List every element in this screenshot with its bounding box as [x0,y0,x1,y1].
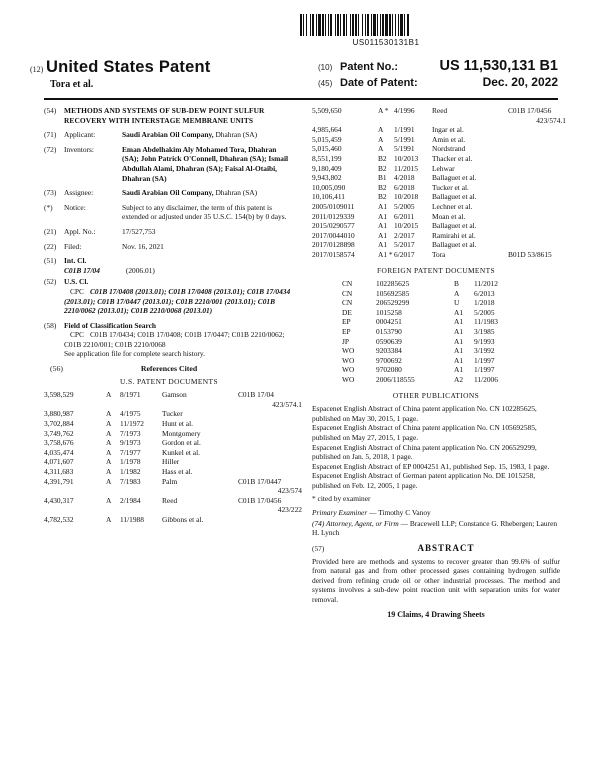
patent-cls [508,164,566,174]
foreign-c: CN [342,279,353,289]
patent-cls [508,173,566,183]
foreign-date: 6/2013 [474,288,495,298]
foreign-patent-row [312,346,560,356]
foreign-c: WO [342,355,355,365]
us-patent-row [44,448,294,458]
patent-cls: C01B 17/04 [238,390,274,400]
patent-no: 10,106,411 [312,192,345,202]
patent-no: 4,391,791 [44,476,74,486]
patent-no: 2011/0129339 [312,211,355,221]
foreign-patent-row [312,279,560,289]
patent-k: A [106,428,112,438]
us-patent-row [312,125,560,135]
patent-no: 4,071,607 [44,457,74,467]
foreign-k: A1 [454,317,464,327]
patent-name: Tora [432,249,446,259]
patent-cls: B01D 53/8615 [508,249,552,259]
patent-k: A [106,419,112,429]
us-patent-row-cont [44,486,302,496]
header-divider [44,98,558,100]
patent-k: A [378,144,384,154]
patent-cls [238,419,302,429]
us-patent-row [312,106,560,116]
patent-date: 5/1991 [394,144,415,154]
patent-number: US 11,530,131 B1 [439,58,558,74]
foreign-date: 3/1985 [474,327,495,337]
filed-date: Nov. 16, 2021 [122,241,164,251]
patent-k: B2 [378,153,387,163]
foreign-date: 11/2012 [474,279,498,289]
patent-name: Moan et al. [432,211,466,221]
publication-entry: Espacenet English Abstract of China patent application No. CN 102285625, published on May 30, 2015, 1 page. [312,404,537,423]
us-patent-row-cont [312,115,566,126]
foreign-c: JP [342,336,349,346]
patent-date: 7/1977 [120,447,141,457]
patent-no: 8,551,199 [312,153,342,163]
foreign-no: 9203384 [376,346,402,356]
foreign-no: 9702080 [376,365,402,375]
publication-entry: Espacenet English Abstract of China patent application No. CN 105692585, published on May 27, 2015, 1 page. [312,423,537,442]
foreign-patent-row [312,317,560,327]
patent-no: 9,943,802 [312,173,342,183]
patent-header-left [30,58,211,90]
patent-no: 5,015,459 [312,134,342,144]
us-patent-row [44,496,294,506]
patent-date: 4/2018 [394,173,415,183]
notice-text: Subject to any disclaimer, the term of this patent is extended or adjusted under 35 U.S.C. 154(b) by 0 days. [122,202,287,222]
foreign-c: WO [342,375,355,385]
spacer [120,400,160,410]
us-patent-row [44,390,294,400]
foreign-k: A1 [454,327,464,337]
patent-k: A1 [378,211,388,221]
patent-cls [238,429,302,439]
foreign-patent-row [312,375,560,385]
document-title: United States Patent [46,58,211,76]
patent-date: 1/1991 [394,125,415,135]
foreign-c: DE [342,307,352,317]
patent-cls: C01B 17/0447 [238,476,282,486]
us-patent-row-cont [44,505,302,515]
us-patent-row-cont [44,399,302,410]
patent-no: 3,598,529 [44,390,74,400]
cited-by-note: * cited by examiner [312,493,371,503]
patent-name: Reed [162,495,178,505]
patent-no: 10,005,090 [312,182,346,192]
patent-name: Ingar et al. [432,125,464,135]
applicant-field: (71) Applicant: Saudi Arabian Oil Company, Dhahran (SA) [44,130,258,140]
invention-title: METHODS AND SYSTEMS OF SUB-DEW POINT SULFUR RECOVERY WITH INTERSTAGE MEMBRANE UNITS [64,106,265,125]
foreign-c: CN [342,288,353,298]
field-search-text: C01B 17/0434; C01B 17/0408; C01B 17/0447; C01B 2210/0062; C01B 2210/001; C01B 2210/0068 [64,330,285,349]
foreign-k: A1 [454,355,464,365]
abstract-text: Provided here are methods and systems to recover greater than 99.6% of sulfur from natural gas and from other processed gases containing hydrogen sulfide derived from refining crude oil or other industrial processes. The method and systems involves a sub-dew point reaction unit with separation units for water removal. [312,556,560,604]
publication-entry: Espacenet English Abstract of German patent application No. DE 1015258, published on Feb. 12, 2005, 1 page. [312,471,536,490]
patent-header-right [318,58,558,89]
patent-date: 4/1996 [394,106,415,115]
spacer [378,116,392,126]
references-title: (56) References Cited [50,364,198,374]
patent-date: 11/1988 [120,514,144,524]
patent-cls2: 423/574 [277,486,302,496]
patent-date: 9/1973 [120,438,141,448]
patent-name: Hunt et al. [162,419,193,429]
patent-name: Palm [162,476,178,486]
patent-cls [508,231,566,241]
patent-cls: C01B 17/0456 [508,106,552,115]
us-patent-row [312,192,560,202]
other-publications-list [312,404,560,490]
patent-date: 6/2011 [394,211,415,221]
us-patent-row [44,429,294,439]
patent-k: A1 [378,240,388,250]
patent-cls [238,457,302,467]
us-patent-row [312,202,560,212]
patent-no: 4,430,317 [44,495,74,505]
patent-number-row [318,58,558,74]
patent-name: Ballaguet et al. [432,173,477,183]
patent-name: Ramirahi et al. [432,230,476,240]
foreign-patent-row [312,365,560,375]
patent-no: 3,880,987 [44,409,74,419]
assignee-field: (73) Assignee: Saudi Arabian Oil Company, Dhahran (SA) [44,188,258,198]
patent-cls2: 423/574.1 [536,115,566,125]
spacer [162,505,236,515]
patent-k: B2 [378,192,387,202]
patent-k: A [106,438,112,448]
foreign-no: 0153790 [376,327,402,337]
patent-no: 2005/0109011 [312,201,355,211]
spacer [120,486,160,496]
patent-date: 1/1978 [120,457,141,467]
patent-cls [508,202,566,212]
patent-no: 4,985,664 [312,125,342,135]
patent-k: A [106,409,112,419]
foreign-no: 1015258 [376,307,402,317]
patent-k: A * [378,106,389,115]
patent-no: 9,180,409 [312,163,342,173]
foreign-k: A1 [454,346,464,356]
us-patent-row [44,477,294,487]
patent-cls: C01B 17/0456 [238,495,282,505]
left-column [44,106,302,525]
int-cl-class: C01B 17/04 [64,265,100,275]
application-number: 17/527,753 [122,226,156,236]
foreign-k: A1 [454,307,464,317]
filed-field: (22) Filed: Nov. 16, 2021 [44,242,294,252]
us-patent-row [312,173,560,183]
barcode-number: US011530131B1 [352,38,420,47]
foreign-date: 11/2006 [474,375,498,385]
patent-name: Amin et al. [432,134,466,144]
foreign-k: B [454,279,459,289]
patent-date: 7/1973 [120,428,141,438]
patent-k: A [106,467,112,476]
patent-k: A [106,447,112,457]
patent-no: 5,509,650 [312,106,342,115]
field-search: (58) Field of Classification Search CPC C01B 17/0434; C01B 17/0408; C01B 17/0447; C01B 2210/0062; C01B 2210/001; C01B 2210/0068 See application file for complete search history. [44,320,285,359]
spacer [312,116,376,126]
foreign-patent-row [312,337,560,347]
us-patent-docs-title: U.S. PATENT DOCUMENTS [120,376,218,386]
us-patent-row [44,438,294,448]
patent-no: 2015/0290577 [312,221,355,231]
patent-cls [508,135,566,145]
patent-number-label: Patent No.: [340,61,399,73]
attorney: (74) Attorney, Agent, or Firm — Bracewell LLP; Constance G. Rhebergen; Lauren H. Lynch [312,518,558,538]
patent-cls [508,144,566,154]
patent-k: A1 [378,221,388,231]
patent-name: Hass et al. [162,467,193,476]
patent-k: A [378,134,384,144]
foreign-date: 1/2018 [474,298,495,308]
field-search-note: See application file for complete search history. [64,349,205,359]
foreign-date: 1/1997 [474,365,495,375]
us-patent-row [44,419,294,429]
patent-k: A [378,125,384,135]
patent-name: Montgomery [162,428,201,438]
patent-cls [508,154,566,164]
foreign-c: WO [342,365,355,375]
publication-entry: Espacenet English Abstract of EP 0004251 A1, published Sep. 15, 1983, 1 page. [312,461,550,471]
foreign-date: 3/1992 [474,346,495,356]
us-cl-text: C01B 17/0408 (2013.01); C01B 17/0408 (2013.01); C01B 17/0434 (2013.01); C01B 17/0447 (2013.01); C01B 2210/001 (2013.01); C01B 2210/0062 (2013.01); C01B 2210/0068 (2013.01) [64,286,291,316]
appl-no-field: (21) Appl. No.: 17/527,753 [44,227,294,237]
code-10: (10) [318,63,333,72]
barcode [300,14,470,36]
us-patent-row [44,457,294,467]
patent-no: 2017/0128898 [312,240,355,250]
foreign-patent-list [312,279,560,385]
patent-name: Hiller [162,457,180,467]
patent-date: 8/1971 [120,390,141,400]
spacer [44,505,104,515]
us-patent-row [44,515,294,525]
patent-cls [238,438,302,448]
patent-no: 4,782,532 [44,514,74,524]
foreign-date: 9/1993 [474,336,495,346]
patent-k: A1 * [378,249,393,259]
patent-no: 3,702,884 [44,419,74,429]
spacer [120,505,160,515]
us-patent-row [312,183,560,193]
foreign-no: 0590639 [376,336,402,346]
patent-date: 11/1972 [120,419,144,429]
patent-cls [238,409,302,419]
patent-name: Lehwar [432,163,455,173]
patent-date: 5/2005 [394,201,415,211]
foreign-no: 102285625 [376,279,410,289]
spacer [44,400,104,410]
patent-name: Reed [432,106,448,115]
foreign-no: 0004251 [376,317,402,327]
patent-cls2: 423/574.1 [272,399,302,409]
patent-cls2: 423/222 [277,505,302,515]
patent-k: B2 [378,163,387,173]
foreign-c: EP [342,317,351,327]
foreign-no: 9700692 [376,355,402,365]
foreign-patent-row [312,289,560,299]
patent-cls [238,448,302,458]
foreign-k: A1 [454,365,464,375]
foreign-k: A [454,288,460,298]
patent-date: 5/2017 [394,240,415,250]
patent-date: 2/1984 [120,495,141,505]
patent-cls [508,221,566,231]
patent-k: A1 [378,230,388,240]
us-patent-row [312,250,560,260]
patent-cls [508,212,566,222]
patent-no: 2017/0158574 [312,249,355,259]
primary-examiner: Primary Examiner — Timothy C Vanoy [312,508,431,518]
us-patent-row [312,221,560,231]
us-patent-row [312,240,560,250]
patent-no: 3,758,676 [44,438,74,448]
spacer [162,400,236,410]
us-patent-row [312,144,560,154]
us-patent-list-right [312,106,566,260]
patent-date: 10/2018 [394,192,419,202]
assignee-name: Saudi Arabian Oil Company, [122,188,214,198]
patent-no: 3,749,762 [44,428,74,438]
foreign-patent-row [312,298,560,308]
patent-date: 6/2018 [394,182,415,192]
patent-date: 2/2017 [394,230,415,240]
inventors-field: (72) Inventors: Eman Abdelhakim Aly Mohamed Tora, Dhahran (SA); John Patrick O'Connell, Dhahran (SA); Ismail Abdullah Alami, Dhahran (SA); Faisal Al-Otaibi, Dhahran (SA) [44,145,294,183]
patent-k: B1 [378,173,387,183]
us-patent-row [312,212,560,222]
foreign-patent-row [312,356,560,366]
foreign-no: 105692585 [376,288,410,298]
patent-name: Ballaguet et al. [432,221,477,231]
patent-k: B2 [378,182,387,192]
patent-name: Gibbons et al. [162,514,204,524]
applicant-name: Saudi Arabian Oil Company, [122,130,214,140]
spacer [106,400,118,410]
patent-date: 10/2015 [394,221,419,231]
patent-name: Tucker [162,409,183,419]
us-patent-row [312,154,560,164]
patent-cls [508,240,566,250]
patent-date: 11/2015 [394,163,418,173]
spacer [44,486,104,496]
foreign-date: 11/1983 [474,317,498,327]
us-patent-row [312,231,560,241]
foreign-k: U [454,298,460,308]
us-patent-row [312,135,560,145]
us-patent-row [312,164,560,174]
patent-no: 4,311,683 [44,467,74,476]
patent-name: Gordon et al. [162,438,201,448]
patent-date: Dec. 20, 2022 [482,75,558,89]
patent-cls [508,125,566,135]
int-cl-field: (51) Int. Cl. C01B 17/04 (2006.01) [44,256,155,275]
foreign-k: A1 [454,336,464,346]
patent-cls [508,192,566,202]
us-patent-row [44,467,294,477]
patent-name: Nordstrand [432,144,466,154]
us-patent-list-left [44,390,302,524]
us-cl-field: (52) U.S. Cl. CPC C01B 17/0408 (2013.01); C01B 17/0408 (2013.01); C01B 17/0434 (2013.01); C01B 17/0447 (2013.01); C01B 2210/001 (2013.01); C01B 2210/0062 (2013.01); C01B 2210/0068 (2013.01) [44,277,291,316]
publication-entry: Espacenet English Abstract of China patent application No. CN 206529299, published on Jan. 5, 2018, 1 page. [312,442,537,462]
foreign-date: 1/1997 [474,355,495,365]
foreign-date: 5/2005 [474,307,495,317]
patent-date: 10/2013 [394,153,419,163]
patent-no: 2017/0044010 [312,230,355,240]
patent-cls [238,515,302,525]
foreign-no: 2006/118555 [376,375,415,385]
right-column [312,106,566,619]
patent-date: 4/1975 [120,409,141,419]
foreign-docs-title: FOREIGN PATENT DOCUMENTS [376,265,495,275]
patent-date: 7/1983 [120,476,141,486]
patent-no: 5,015,460 [312,144,342,154]
patent-cls [508,183,566,193]
foreign-no: 206529299 [376,298,410,308]
foreign-c: EP [342,327,351,337]
patent-name: Lechner et al. [432,201,473,211]
patent-no: 4,035,474 [44,447,74,457]
foreign-patent-row [312,327,560,337]
patent-name: Ballaguet et al. [432,192,477,202]
title-field: (54) METHODS AND SYSTEMS OF SUB-DEW POINT SULFUR RECOVERY WITH INTERSTAGE MEMBRANE UNITS [44,106,294,125]
inventor-short: Tora et al. [50,79,94,90]
patent-name: Ballaguet et al. [432,240,477,250]
foreign-c: CN [342,298,353,308]
notice-field: (*) Notice: Subject to any disclaimer, the term of this patent is extended or adjusted under 35 U.S.C. 154(b) by 0 days. [44,203,294,222]
foreign-k: A2 [454,375,464,385]
abstract-title: (57) ABSTRACT [312,542,475,553]
code-45: (45) [318,79,333,88]
patent-k: A [106,457,112,467]
patent-k: A [106,476,112,486]
patent-name: Kunkel et al. [162,447,200,457]
patent-k: A [106,390,112,400]
patent-k: A1 [378,201,388,211]
patent-name: Tucker et al. [432,182,469,192]
spacer [394,116,430,126]
patent-date: 6/2017 [394,249,415,259]
other-publications-title: OTHER PUBLICATIONS [392,390,480,400]
patent-cls [238,467,302,477]
patent-name: Thacker et al. [432,153,473,163]
foreign-c: WO [342,346,355,356]
patent-date-label: Date of Patent: [340,77,418,89]
patent-name: Gamson [162,390,187,400]
spacer [162,486,236,496]
claims-summary: 19 Claims, 4 Drawing Sheets [387,609,485,619]
patent-date: 1/1982 [120,467,141,476]
patent-k: A [106,514,112,524]
patent-k: A [106,495,112,505]
code-12: (12) [30,65,44,74]
inventors-list: Eman Abdelhakim Aly Mohamed Tora, Dhahran (SA); John Patrick O'Connell, Dhahran (SA); Ismail Abdullah Alami, Dhahran (SA); Faisal Al-Otaibi, Dhahran (SA) [122,144,289,183]
patent-date-row [318,75,558,89]
us-patent-row [44,409,294,419]
spacer [106,486,118,496]
spacer [106,505,118,515]
foreign-patent-row [312,308,560,318]
spacer [432,116,506,126]
patent-date: 5/1991 [394,134,415,144]
